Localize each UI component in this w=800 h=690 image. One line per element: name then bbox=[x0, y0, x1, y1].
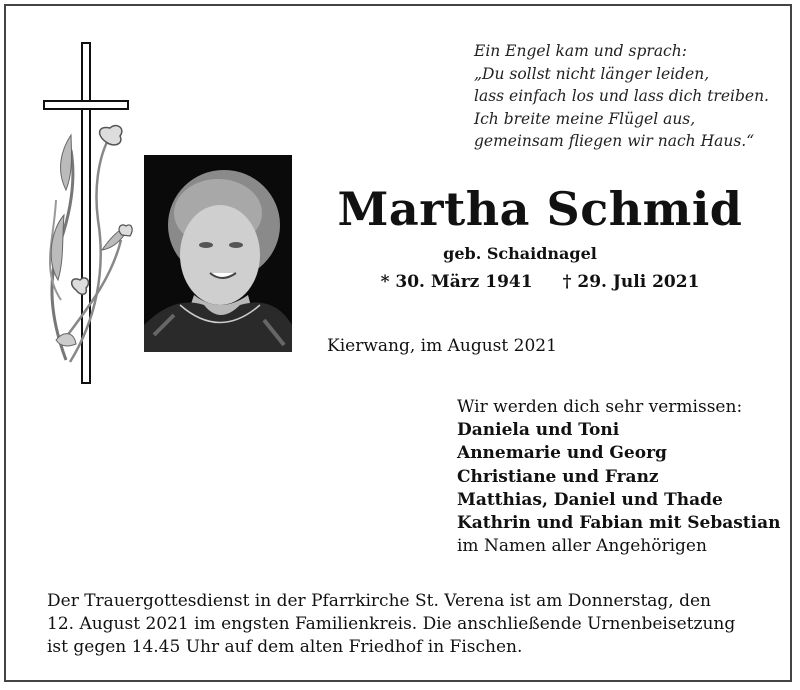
service-info bbox=[47, 590, 767, 659]
mourner-name: Daniela und Toni bbox=[457, 420, 620, 441]
life-dates bbox=[330, 272, 750, 292]
deceased-name: Martha Schmid bbox=[337, 182, 743, 236]
birth-name: geb. Schaidnagel bbox=[443, 244, 597, 263]
poem-line: Ich breite meine Flügel aus, bbox=[474, 109, 696, 128]
mourners-intro: Wir werden dich sehr vermissen: bbox=[457, 397, 743, 417]
mourner-name: Matthias, Daniel und Thade bbox=[457, 489, 723, 510]
poem-line: gemeinsam fliegen wir nach Haus.“ bbox=[474, 132, 755, 150]
mourner-name: Annemarie und Georg bbox=[457, 443, 667, 464]
mourner-name: Kathrin und Fabian mit Sebastian bbox=[457, 513, 781, 534]
mourners-list bbox=[457, 396, 780, 558]
service-line: 12. August 2021 im engsten Familienkreis. Die anschließende Urnenbeisetzung bbox=[47, 614, 736, 634]
poem-line: „Du sollst nicht länger leiden, bbox=[474, 64, 710, 83]
poem-line: lass einfach los und lass dich treiben. bbox=[474, 87, 769, 105]
mourners-closing: im Namen aller Angehörigen bbox=[457, 536, 707, 557]
service-line: ist gegen 14.45 Uhr auf dem alten Friedhof in Fischen. bbox=[47, 637, 523, 657]
portrait-photo bbox=[144, 155, 292, 352]
cross-with-lily-icon bbox=[36, 40, 136, 390]
birth-date: * 30. März 1941 bbox=[380, 272, 533, 292]
place-date: Kierwang, im August 2021 bbox=[327, 336, 557, 356]
death-date: † 29. Juli 2021 bbox=[562, 272, 700, 292]
poem-line: Ein Engel kam und sprach: bbox=[474, 42, 687, 60]
mourner-name: Christiane und Franz bbox=[457, 466, 659, 487]
service-line: Der Trauergottesdienst in der Pfarrkirche St. Verena ist am Donnerstag, den bbox=[47, 591, 712, 611]
poem bbox=[474, 40, 784, 153]
